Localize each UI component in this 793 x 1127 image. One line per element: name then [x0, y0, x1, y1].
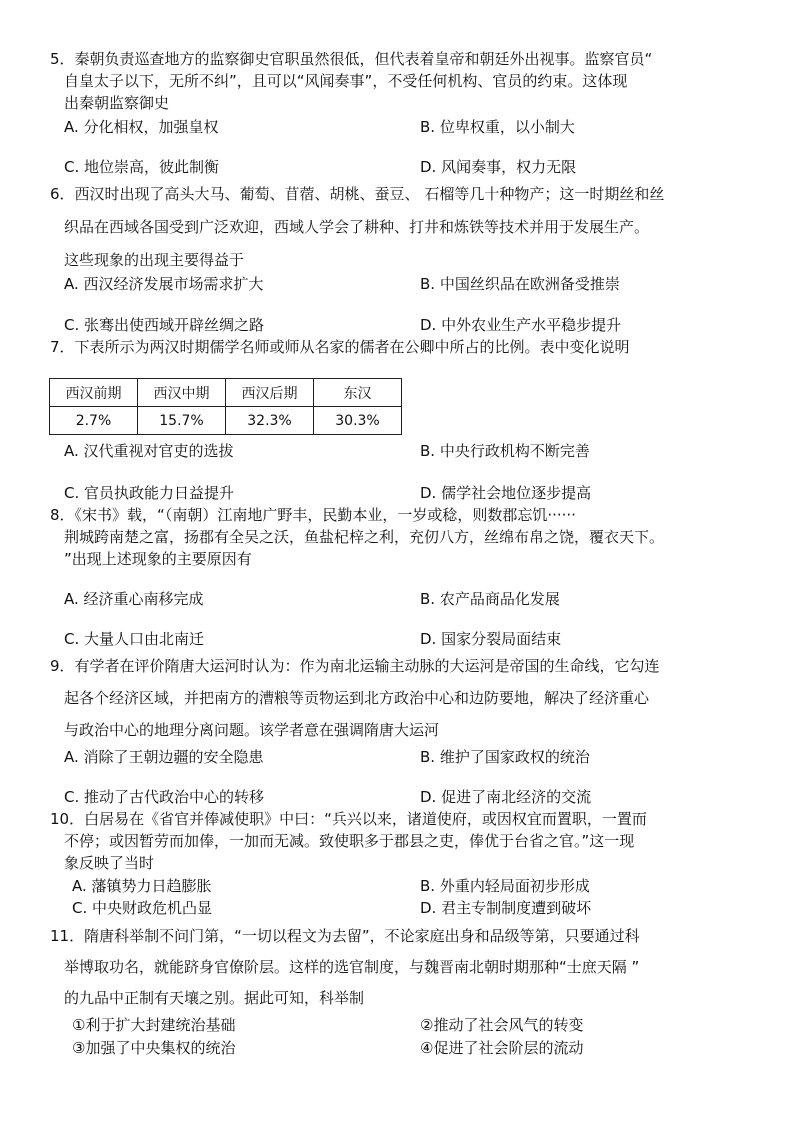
- question-6-option-d[interactable]: D. 中外农业生产水平稳步提升: [420, 316, 622, 334]
- question-text: 自皇太子以下，无所不纠”，且可以“风闻奏事”，不受任何机构、官员的约束。这体现: [64, 72, 628, 90]
- question-8-option-d[interactable]: D. 国家分裂局面结束: [420, 630, 562, 648]
- question-5-stem: [50, 48, 750, 114]
- table-cell: 15.7%: [138, 407, 226, 435]
- table-header-cell: 西汉前期: [50, 379, 138, 407]
- question-9-option-c[interactable]: C. 推动了古代政治中心的转移: [64, 788, 265, 806]
- question-5-option-d[interactable]: D. 风闻奏事，权力无限: [420, 158, 577, 176]
- question-8-option-b[interactable]: B. 农产品商品化发展: [420, 590, 560, 608]
- question-8-stem: [50, 504, 750, 570]
- question-text: 不停；或因暂劳而加俸，一加而无减。致使职多于郡县之吏，俸优于台省之官。”这一现: [64, 832, 635, 850]
- question-text: 9．有学者在评价隋唐大运河时认为：作为南北运输主动脉的大运河是帝国的生命线，它勾连: [50, 657, 660, 675]
- question-11-statement-2[interactable]: ②推动了社会风气的转变: [420, 1016, 584, 1034]
- question-11-statement-1[interactable]: ①利于扩大封建统治基础: [72, 1016, 236, 1034]
- question-11-stem: [50, 921, 750, 1014]
- question-text: 的九品中正制有天壤之别。据此可知，科举制: [64, 989, 365, 1007]
- question-10-option-d[interactable]: D. 君主专制制度遭到破坏: [420, 899, 592, 917]
- table-cell: 32.3%: [226, 407, 314, 435]
- question-text: 5．秦朝负责巡查地方的监察御史官职虽然很低，但代表着皇帝和朝廷外出视事。监察官员“: [50, 50, 653, 68]
- table-cell: 2.7%: [50, 407, 138, 435]
- table-row: [50, 407, 402, 435]
- question-5-option-b[interactable]: B. 位卑权重，以小制大: [420, 118, 575, 136]
- question-8-option-a[interactable]: A. 经济重心南移完成: [64, 590, 204, 608]
- question-text: 7．下表所示为两汉时期儒学名师或师从名家的儒者在公卿中所占的比例。表中变化说明: [50, 338, 630, 356]
- question-text: 10．白居易在《省官并俸减使职》中曰：“兵兴以来，诸道使府，或因权宜而置职，一置而: [50, 810, 647, 828]
- question-5-option-a[interactable]: A. 分化相权，加强皇权: [64, 118, 219, 136]
- table-header-cell: 西汉中期: [138, 379, 226, 407]
- question-8-option-c[interactable]: C. 大量人口由北南迁: [64, 630, 205, 648]
- question-6-option-a[interactable]: A. 西汉经济发展市场需求扩大: [64, 275, 264, 293]
- question-7-option-d[interactable]: D. 儒学社会地位逐步提高: [420, 484, 592, 502]
- question-text: 举博取功名，就能跻身官僚阶层。这样的选官制度，与魏晋南北朝时期那种“士庶天隔 ”: [64, 958, 640, 976]
- question-6-stem: [50, 178, 750, 277]
- confucian-officials-table: [49, 378, 402, 435]
- question-text: 这些现象的出现主要得益于: [64, 251, 245, 269]
- question-text: 荆城跨南楚之富，扬郡有全吴之沃，鱼盐杞梓之利，充仞八方，丝绵布帛之饶，覆衣天下。: [64, 528, 665, 546]
- question-text: 与政治中心的地理分离问题。该学者意在强调隋唐大运河: [64, 721, 440, 739]
- table-header-cell: 东汉: [314, 379, 402, 407]
- question-10-option-a[interactable]: A. 藩镇势力日趋膨胀: [72, 877, 212, 895]
- question-9-option-a[interactable]: A. 消除了王朝边疆的安全隐患: [64, 748, 264, 766]
- question-text: 8．《宋书》载，“（南朝）江南地广野丰，民勤本业，一岁或稔，则数郡忘饥······: [50, 506, 576, 524]
- question-text: 织品在西域各国受到广泛欢迎，西域人学会了耕种、打井和炼铁等技术并用于发展生产。: [64, 218, 650, 236]
- question-text: 11．隋唐科举制不问门第，“一切以程文为去留”，不论家庭出身和品级等第，只要通过科: [50, 927, 640, 945]
- question-9-option-b[interactable]: B. 维护了国家政权的统治: [420, 748, 590, 766]
- question-7-option-c[interactable]: C. 官员执政能力日益提升: [64, 484, 235, 502]
- table-cell: 30.3%: [314, 407, 402, 435]
- question-6-option-b[interactable]: B. 中国丝织品在欧洲备受推崇: [420, 275, 620, 293]
- question-9-option-d[interactable]: D. 促进了南北经济的交流: [420, 788, 592, 806]
- table-header-row: [50, 379, 402, 407]
- question-11-statement-3[interactable]: ③加强了中央集权的统治: [72, 1039, 236, 1057]
- question-text: 出秦朝监察御史: [64, 94, 170, 112]
- question-text: ”出现上述现象的主要原因有: [64, 550, 252, 568]
- question-6-option-c[interactable]: C. 张骞出使西域开辟丝绸之路: [64, 316, 265, 334]
- question-7-option-a[interactable]: A. 汉代重视对官吏的选拔: [64, 442, 234, 460]
- question-7-stem: [50, 336, 750, 358]
- question-10-stem: [50, 808, 750, 874]
- question-10-option-b[interactable]: B. 外重内轻局面初步形成: [420, 877, 590, 895]
- question-text: 起各个经济区域，并把南方的漕粮等贡物运到北方政治中心和边防要地，解决了经济重心: [64, 689, 650, 707]
- question-5-option-c[interactable]: C. 地位崇高，彼此制衡: [64, 158, 220, 176]
- question-9-stem: [50, 650, 750, 746]
- question-7-option-b[interactable]: B. 中央行政机构不断完善: [420, 442, 590, 460]
- question-text: 象反映了当时: [64, 854, 155, 872]
- question-10-option-c[interactable]: C. 中央财政危机凸显: [72, 899, 213, 917]
- question-text: 6．西汉时出现了高头大马、葡萄、苜蓿、胡桃、蚕豆、 石榴等几十种物产；这一时期丝和丝: [50, 185, 665, 203]
- table-header-cell: 西汉后期: [226, 379, 314, 407]
- question-11-statement-4[interactable]: ④促进了社会阶层的流动: [420, 1039, 584, 1057]
